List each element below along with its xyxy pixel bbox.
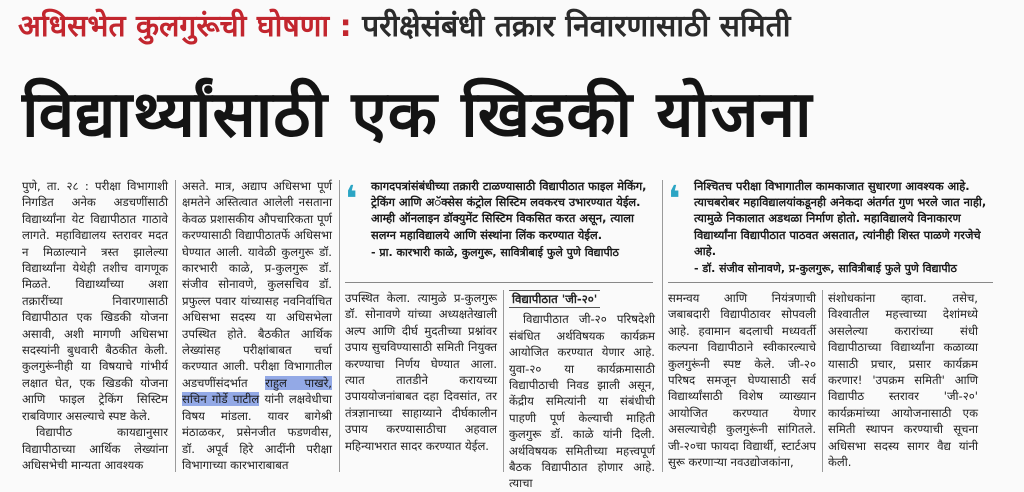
quote-1-text: कागदपत्रांसंबंधीच्या तक्रारी टाळण्यासाठी विद्यापीठात फाइल मेकिंग, ट्रेकिंग आणि अॅक्सेस कंट्रोल सिस्टिम लवकरच उभारण्यात येईल. आम्ही ऑनलाइन डॉक्युमेंट सिस्टिम विकसित करत असून, त्याला सलग्न महाविद्यालये आणि संस्थांना लिंक करण्यात येईल. [371,179,647,242]
column-3 [345,290,497,470]
column-4-text: विद्यापीठात जी-२० परिषदेशी संबंधित अर्थविषयक कार्यक्रम आयोजित करण्यात येणार आहे. युवा-२० या कार्यक्रमासाठी विद्यापीठाची निवड झाली असून, केंद्रीय समित्यांनी या संबंधीची पाहणी पूर्ण केल्याची माहिती कुलगुरू डॉ. काळे यांनी दिली. अर्थविषयक समितीच्या महत्त्वपूर्ण बैठक विद्यापीठात होणार आहे. त्याचा [509,312,655,491]
column-2-text-a: असते. मात्र, अद्याप अधिसभा पूर्ण क्षमतेने अस्तित्वात आलेली नसताना केवळ प्रशासकीय औपचारिकता पूर्ण करण्यासाठी विद्यापीठातर्फे अधिसभा घेण्यात आली. यावेळी कुलगुरू डॉ. कारभारी काळे, प्र-कुलगुरू डॉ. संजीव सोनावणे, कुलसचिव डॉ. प्रफुल्ल पवार यांच्यासह नवनिर्वाचित अधिसभा सदस्य या अधिसभेला उपस्थित होते. बैठकीत आर्थिक लेख्यांसह परीक्षांबाबत चर्चा करण्यात आली. परीक्षा विभागातील अडचणींसंदर्भात [182,179,332,390]
quote-2-attribution: - डॉ. संजीव सोनावणे, प्र-कुलगुरू, सावित्रीबाई फुले पुणे विद्यापीठ [694,262,957,276]
quote-mark-icon: ❛ [345,179,358,220]
quote-2-rule [668,282,993,283]
quote-box-2 [668,178,988,277]
column-3-text: उपस्थित केला. त्यामुळे प्र-कुलगुरू डॉ. सोनावणे यांच्या अध्यक्षतेखाली अल्प आणि दीर्घ मुदतीच्या प्रश्नांवर उपाय सुचविण्यासाठी समिती नियुक्त करण्याचा निर्णय घेण्यात आला. त्यात तातडीने करायच्या उपाययोजनांबाबत दहा दिवसांत, तर तंत्रज्ञानाच्या साहाय्याने दीर्घकालीन उपाय करण्यासाठीचा अहवाल महिन्याभरात सादर करण्यात येईल. [345,291,497,453]
column-divider [339,180,340,472]
kicker-dark: परीक्षेसंबंधी तक्रार निवारणासाठी समिती [362,9,791,44]
quote-box-1 [345,178,651,261]
quote-mark-icon: ❛ [668,179,681,220]
column-1-text-b: विद्यापीठ कायद्यानुसार विद्यापीठाच्या आर्थिक लेख्यांना अधिसभेची मान्यता आवश्यक [22,425,168,472]
column-divider [662,180,663,472]
headline: विद्यार्थ्यांसाठी एक खिडकी योजना [22,78,813,152]
column-2 [182,178,332,470]
column-6 [828,290,978,470]
column-2-text [182,178,332,473]
quote-1-rule [345,282,653,283]
quote-2-text: निश्चितच परीक्षा विभागातील कामकाजात सुधारणा आवश्यक आहे. त्याचबरोबर महाविद्यालयांकडूनही अनेकदा अंतर्गत गुण भरले जात नाही, त्यामुळे निकालात अडथळा निर्माण होतो. महाविद्यालये विनाकारण विद्यार्थ्यांना विद्यापीठात पाठवत असतात, त्यांनीही शिस्त पाळणे गरजेचे आहे. [694,179,987,258]
quote-1-attribution: - प्रा. कारभारी काळे, कुलगुरू, सावित्रीबाई फुले पुणे विद्यापीठ [371,245,619,259]
kicker-line [18,4,1008,50]
column-5-text: समन्वय आणि नियंत्रणाची जबाबदारी विद्यापीठावर सोपवली आहे. हवामान बदलाची मध्यवर्ती कल्पना विद्यापीठाने स्वीकारल्याचे कुलगुरूंनी स्पष्ट केले. जी-२० परिषद समजून घेण्यासाठी सर्व विद्यार्थ्यांसाठी विशेष व्याख्यान आयोजित करण्यात येणार असल्याचेही कुलगुरूंनी सांगितले. जी-२०चा फायदा विद्यार्थी, स्टार्टअप सुरू करणाऱ्या नवउद्योजकांना, [668,291,816,470]
column-divider [822,290,823,472]
column-divider [503,290,504,472]
column-divider [175,180,176,472]
kicker-red: अधिसभेत कुलगुरूंची घोषणा : [18,9,352,44]
column-1-text: पुणे, ता. २८ : परीक्षा विभागाशी निगडित अनेक अडचणींसाठी विद्यार्थ्यांना येट विद्यापीठात गाठावे लागते. महाविद्यालय स्तरावर मदत न मिळाल्याने त्रस्त झालेल्या विद्यार्थ्यांना येथेही तशीच वागणूक मिळते. विद्यार्थ्यांच्या अशा तक्रारींच्या निवारणासाठी विद्यापीठात एक खिडकी योजना असावी, अशी मागणी अधिसभा सदस्यांनी बुधवारी बैठकीत केली. कुलगुरूंनीही या विषयाचे गांभीर्य लक्षात घेत, एक खिडकी योजना आणि फाइल ट्रेकिंग सिस्टिम राबविणार असल्याचे स्पष्ट केले. [22,179,168,423]
subhead-g20: विद्यापीठात 'जी-२०' [509,290,600,308]
column-6-text: संशोधकांना व्हावा. तसेच, विश्वातील महत्त्वाच्या देशांमध्ये असलेल्या करारांच्या संधी विद्यापीठाच्या विद्यार्थ्यांना कळाव्या यासाठी प्रचार, प्रसार कार्यक्रम करणार! 'उपक्रम समिती' आणि विद्यापीठ स्तरावर 'जी-२०' कार्यक्रमांच्या आयोजनासाठी एक समिती स्थापन करण्याची सूचना अधिसभा सदस्य सागर वैद्य यांनी केली. [828,291,978,470]
column-5 [668,290,816,470]
highlighted-names: राहुल पाखरे, सचिन गोर्डे पाटील [182,375,332,407]
column-2-text-b: यांनी लक्षवेधीचा विषय मांडला. यावर बागेश्री मंठाळकर, प्रसेनजीत फडणवीस, डॉ. अपूर्व हिरे आदींनी परीक्षा विभागाच्या कारभाराबाबत [182,392,332,472]
column-1 [22,178,168,470]
column-4 [509,290,655,491]
